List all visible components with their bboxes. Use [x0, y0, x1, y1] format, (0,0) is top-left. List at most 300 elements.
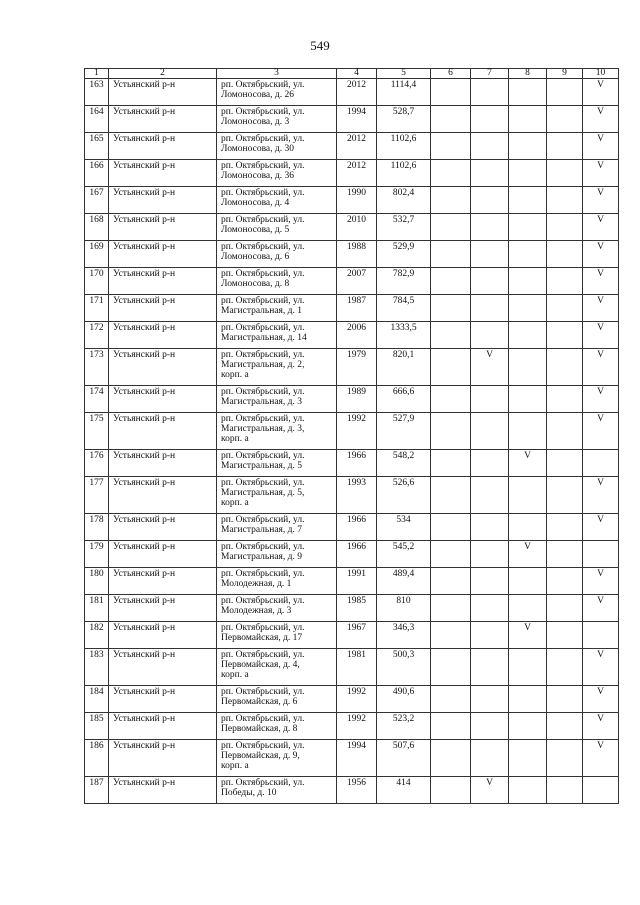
mark-cell-8	[509, 514, 547, 541]
district-cell: Устьянский р-н	[109, 649, 217, 686]
address-line: рп. Октябрьский, ул.	[221, 515, 305, 525]
mark-cell-9	[547, 450, 583, 477]
year-cell: 2006	[337, 322, 377, 349]
row-number: 185	[85, 713, 109, 740]
header-row	[85, 69, 619, 79]
mark-cell-9	[547, 79, 583, 106]
mark-cell-7	[471, 133, 509, 160]
table-row	[85, 268, 619, 295]
year-cell: 1994	[337, 740, 377, 777]
year-cell: 1992	[337, 713, 377, 740]
column-header: 9	[547, 69, 583, 79]
mark-cell-10: V	[583, 133, 619, 160]
mark-cell-10	[583, 622, 619, 649]
mark-cell-6	[431, 214, 471, 241]
housing-table	[84, 68, 619, 804]
address-cell	[217, 595, 337, 622]
address-line: рп. Октябрьский, ул.	[221, 242, 305, 252]
address-line: рп. Октябрьский, ул.	[221, 134, 305, 144]
mark-cell-7	[471, 740, 509, 777]
address-cell	[217, 160, 337, 187]
mark-cell-9	[547, 413, 583, 450]
mark-cell-6	[431, 622, 471, 649]
mark-cell-8: V	[509, 450, 547, 477]
row-number: 167	[85, 187, 109, 214]
year-cell: 1981	[337, 649, 377, 686]
area-cell: 1102,6	[377, 160, 431, 187]
table-row	[85, 386, 619, 413]
address-line: рп. Октябрьский, ул.	[221, 80, 305, 90]
mark-cell-10: V	[583, 713, 619, 740]
year-cell: 1966	[337, 450, 377, 477]
mark-cell-8	[509, 686, 547, 713]
address-cell	[217, 386, 337, 413]
mark-cell-6	[431, 295, 471, 322]
address-line: Ломоносова, д. 8	[221, 279, 290, 289]
mark-cell-9	[547, 595, 583, 622]
column-header: 5	[377, 69, 431, 79]
mark-cell-8	[509, 106, 547, 133]
mark-cell-10	[583, 541, 619, 568]
row-number: 180	[85, 568, 109, 595]
column-header: 7	[471, 69, 509, 79]
area-cell: 414	[377, 777, 431, 804]
area-cell: 529,9	[377, 241, 431, 268]
area-cell: 532,7	[377, 214, 431, 241]
mark-cell-7	[471, 477, 509, 514]
address-line: Магистральная, д. 5,	[221, 488, 305, 498]
mark-cell-9	[547, 477, 583, 514]
row-number: 184	[85, 686, 109, 713]
table-row	[85, 214, 619, 241]
mark-cell-10: V	[583, 187, 619, 214]
area-cell: 802,4	[377, 187, 431, 214]
mark-cell-8	[509, 160, 547, 187]
table-row	[85, 649, 619, 686]
column-header: 2	[109, 69, 217, 79]
row-number: 183	[85, 649, 109, 686]
row-number: 176	[85, 450, 109, 477]
address-line: Первомайская, д. 9,	[221, 751, 300, 761]
mark-cell-10: V	[583, 106, 619, 133]
mark-cell-10: V	[583, 295, 619, 322]
address-line: Ломоносова, д. 36	[221, 171, 294, 181]
table-row	[85, 514, 619, 541]
area-cell: 527,9	[377, 413, 431, 450]
address-line: корп. а	[221, 370, 249, 380]
mark-cell-8	[509, 595, 547, 622]
table-row	[85, 450, 619, 477]
address-line: Магистральная, д. 14	[221, 333, 307, 343]
mark-cell-10	[583, 777, 619, 804]
area-cell: 490,6	[377, 686, 431, 713]
row-number: 186	[85, 740, 109, 777]
district-cell: Устьянский р-н	[109, 133, 217, 160]
mark-cell-7	[471, 187, 509, 214]
district-cell: Устьянский р-н	[109, 386, 217, 413]
address-line: Молодежная, д. 1	[221, 579, 292, 589]
mark-cell-6	[431, 268, 471, 295]
year-cell: 1989	[337, 386, 377, 413]
mark-cell-7	[471, 450, 509, 477]
address-line: рп. Октябрьский, ул.	[221, 687, 305, 697]
district-cell: Устьянский р-н	[109, 622, 217, 649]
address-line: Магистральная, д. 3	[221, 397, 303, 407]
mark-cell-8	[509, 295, 547, 322]
address-line: Магистральная, д. 5	[221, 461, 303, 471]
address-cell	[217, 649, 337, 686]
mark-cell-8	[509, 214, 547, 241]
mark-cell-9	[547, 777, 583, 804]
area-cell: 810	[377, 595, 431, 622]
year-cell: 1988	[337, 241, 377, 268]
address-line: корп. а	[221, 498, 249, 508]
table-row	[85, 740, 619, 777]
address-line: рп. Октябрьский, ул.	[221, 478, 305, 488]
mark-cell-9	[547, 649, 583, 686]
mark-cell-6	[431, 477, 471, 514]
mark-cell-7	[471, 79, 509, 106]
address-cell	[217, 713, 337, 740]
mark-cell-10: V	[583, 268, 619, 295]
district-cell: Устьянский р-н	[109, 187, 217, 214]
table-row	[85, 241, 619, 268]
address-line: рп. Октябрьский, ул.	[221, 215, 305, 225]
address-cell	[217, 133, 337, 160]
district-cell: Устьянский р-н	[109, 413, 217, 450]
year-cell: 1979	[337, 349, 377, 386]
mark-cell-10: V	[583, 386, 619, 413]
mark-cell-6	[431, 450, 471, 477]
table-row	[85, 322, 619, 349]
mark-cell-6	[431, 541, 471, 568]
column-header: 6	[431, 69, 471, 79]
mark-cell-6	[431, 79, 471, 106]
address-line: Магистральная, д. 9	[221, 552, 303, 562]
address-line: Магистральная, д. 3,	[221, 424, 305, 434]
mark-cell-8	[509, 133, 547, 160]
year-cell: 1966	[337, 514, 377, 541]
year-cell: 1992	[337, 413, 377, 450]
address-line: рп. Октябрьский, ул.	[221, 596, 305, 606]
address-line: рп. Октябрьский, ул.	[221, 714, 305, 724]
mark-cell-9	[547, 386, 583, 413]
address-cell	[217, 241, 337, 268]
district-cell: Устьянский р-н	[109, 450, 217, 477]
area-cell: 1102,6	[377, 133, 431, 160]
address-line: рп. Октябрьский, ул.	[221, 296, 305, 306]
table-row	[85, 79, 619, 106]
mark-cell-8: V	[509, 541, 547, 568]
year-cell: 1987	[337, 295, 377, 322]
address-cell	[217, 686, 337, 713]
mark-cell-7	[471, 413, 509, 450]
table-row	[85, 295, 619, 322]
mark-cell-7	[471, 241, 509, 268]
area-cell: 534	[377, 514, 431, 541]
mark-cell-9	[547, 686, 583, 713]
area-cell: 523,2	[377, 713, 431, 740]
mark-cell-6	[431, 514, 471, 541]
table-row	[85, 106, 619, 133]
row-number: 181	[85, 595, 109, 622]
address-cell	[217, 514, 337, 541]
mark-cell-6	[431, 649, 471, 686]
table-row	[85, 622, 619, 649]
mark-cell-10: V	[583, 568, 619, 595]
row-number: 172	[85, 322, 109, 349]
address-line: Магистральная, д. 1	[221, 306, 303, 316]
mark-cell-10: V	[583, 413, 619, 450]
table-body	[85, 79, 619, 804]
mark-cell-7	[471, 322, 509, 349]
address-line: рп. Октябрьский, ул.	[221, 161, 305, 171]
mark-cell-7	[471, 622, 509, 649]
address-cell	[217, 477, 337, 514]
year-cell: 1994	[337, 106, 377, 133]
mark-cell-7	[471, 595, 509, 622]
column-header: 4	[337, 69, 377, 79]
mark-cell-8	[509, 413, 547, 450]
mark-cell-8	[509, 777, 547, 804]
row-number: 174	[85, 386, 109, 413]
district-cell: Устьянский р-н	[109, 514, 217, 541]
table-row	[85, 541, 619, 568]
address-line: Ломоносова, д. 26	[221, 90, 294, 100]
mark-cell-6	[431, 187, 471, 214]
district-cell: Устьянский р-н	[109, 595, 217, 622]
row-number: 166	[85, 160, 109, 187]
address-cell	[217, 187, 337, 214]
address-line: Ломоносова, д. 5	[221, 225, 290, 235]
table-row	[85, 713, 619, 740]
area-cell: 500,3	[377, 649, 431, 686]
row-number: 169	[85, 241, 109, 268]
table-row	[85, 160, 619, 187]
row-number: 170	[85, 268, 109, 295]
address-line: рп. Октябрьский, ул.	[221, 778, 305, 788]
row-number: 182	[85, 622, 109, 649]
address-line: рп. Октябрьский, ул.	[221, 650, 305, 660]
mark-cell-6	[431, 568, 471, 595]
mark-cell-8	[509, 386, 547, 413]
area-cell: 526,6	[377, 477, 431, 514]
address-cell	[217, 413, 337, 450]
mark-cell-10: V	[583, 349, 619, 386]
district-cell: Устьянский р-н	[109, 349, 217, 386]
mark-cell-8	[509, 241, 547, 268]
area-cell: 666,6	[377, 386, 431, 413]
mark-cell-8	[509, 477, 547, 514]
mark-cell-8	[509, 79, 547, 106]
address-line: Ломоносова, д. 4	[221, 198, 290, 208]
year-cell: 1967	[337, 622, 377, 649]
address-cell	[217, 214, 337, 241]
mark-cell-6	[431, 322, 471, 349]
mark-cell-7	[471, 649, 509, 686]
address-line: рп. Октябрьский, ул.	[221, 269, 305, 279]
mark-cell-9	[547, 349, 583, 386]
address-line: рп. Октябрьский, ул.	[221, 350, 305, 360]
row-number: 179	[85, 541, 109, 568]
mark-cell-8	[509, 349, 547, 386]
row-number: 171	[85, 295, 109, 322]
mark-cell-7	[471, 160, 509, 187]
row-number: 178	[85, 514, 109, 541]
mark-cell-10: V	[583, 740, 619, 777]
address-line: Ломоносова, д. 3	[221, 117, 290, 127]
mark-cell-6	[431, 413, 471, 450]
mark-cell-10: V	[583, 322, 619, 349]
address-cell	[217, 740, 337, 777]
mark-cell-8	[509, 568, 547, 595]
mark-cell-6	[431, 349, 471, 386]
row-number: 187	[85, 777, 109, 804]
address-line: Ломоносова, д. 6	[221, 252, 290, 262]
mark-cell-9	[547, 622, 583, 649]
year-cell: 1990	[337, 187, 377, 214]
year-cell: 1985	[337, 595, 377, 622]
mark-cell-6	[431, 160, 471, 187]
address-line: корп. а	[221, 434, 249, 444]
area-cell: 489,4	[377, 568, 431, 595]
row-number: 164	[85, 106, 109, 133]
district-cell: Устьянский р-н	[109, 106, 217, 133]
address-cell	[217, 268, 337, 295]
address-line: Молодежная, д. 3	[221, 606, 292, 616]
address-line: Первомайская, д. 8	[221, 724, 298, 734]
address-line: Магистральная, д. 7	[221, 525, 303, 535]
address-cell	[217, 450, 337, 477]
address-line: рп. Октябрьский, ул.	[221, 569, 305, 579]
mark-cell-9	[547, 187, 583, 214]
area-cell: 507,6	[377, 740, 431, 777]
district-cell: Устьянский р-н	[109, 160, 217, 187]
mark-cell-9	[547, 713, 583, 740]
mark-cell-10: V	[583, 514, 619, 541]
address-line: Ломоносова, д. 30	[221, 144, 294, 154]
mark-cell-6	[431, 133, 471, 160]
address-line: рп. Октябрьский, ул.	[221, 542, 305, 552]
mark-cell-7: V	[471, 777, 509, 804]
column-header: 1	[85, 69, 109, 79]
mark-cell-7	[471, 268, 509, 295]
mark-cell-9	[547, 160, 583, 187]
area-cell: 820,1	[377, 349, 431, 386]
year-cell: 1991	[337, 568, 377, 595]
row-number: 177	[85, 477, 109, 514]
mark-cell-10: V	[583, 241, 619, 268]
mark-cell-10: V	[583, 595, 619, 622]
mark-cell-9	[547, 133, 583, 160]
area-cell: 548,2	[377, 450, 431, 477]
year-cell: 2012	[337, 133, 377, 160]
mark-cell-7	[471, 541, 509, 568]
mark-cell-8	[509, 187, 547, 214]
column-header: 10	[583, 69, 619, 79]
mark-cell-9	[547, 268, 583, 295]
mark-cell-8: V	[509, 622, 547, 649]
address-line: рп. Октябрьский, ул.	[221, 741, 305, 751]
district-cell: Устьянский р-н	[109, 322, 217, 349]
table-row	[85, 595, 619, 622]
year-cell: 2010	[337, 214, 377, 241]
district-cell: Устьянский р-н	[109, 295, 217, 322]
address-line: рп. Октябрьский, ул.	[221, 107, 305, 117]
area-cell: 1114,4	[377, 79, 431, 106]
mark-cell-9	[547, 541, 583, 568]
mark-cell-8	[509, 649, 547, 686]
area-cell: 346,3	[377, 622, 431, 649]
year-cell: 1993	[337, 477, 377, 514]
area-cell: 545,2	[377, 541, 431, 568]
address-line: рп. Октябрьский, ул.	[221, 188, 305, 198]
mark-cell-7	[471, 686, 509, 713]
mark-cell-7	[471, 386, 509, 413]
column-header: 8	[509, 69, 547, 79]
mark-cell-8	[509, 268, 547, 295]
year-cell: 2012	[337, 160, 377, 187]
mark-cell-8	[509, 740, 547, 777]
address-cell	[217, 541, 337, 568]
address-cell	[217, 349, 337, 386]
table-row	[85, 187, 619, 214]
mark-cell-7	[471, 514, 509, 541]
mark-cell-7	[471, 568, 509, 595]
table-row	[85, 349, 619, 386]
address-line: Первомайская, д. 17	[221, 633, 303, 643]
row-number: 168	[85, 214, 109, 241]
mark-cell-9	[547, 568, 583, 595]
table-row	[85, 686, 619, 713]
district-cell: Устьянский р-н	[109, 686, 217, 713]
table-row	[85, 777, 619, 804]
address-cell	[217, 79, 337, 106]
address-line: Магистральная, д. 2,	[221, 360, 305, 370]
area-cell: 782,9	[377, 268, 431, 295]
address-line: рп. Октябрьский, ул.	[221, 323, 305, 333]
mark-cell-10: V	[583, 160, 619, 187]
area-cell: 1333,5	[377, 322, 431, 349]
year-cell: 1992	[337, 686, 377, 713]
mark-cell-10: V	[583, 79, 619, 106]
district-cell: Устьянский р-н	[109, 79, 217, 106]
mark-cell-10: V	[583, 214, 619, 241]
address-cell	[217, 568, 337, 595]
area-cell: 528,7	[377, 106, 431, 133]
address-line: Первомайская, д. 6	[221, 697, 298, 707]
row-number: 175	[85, 413, 109, 450]
mark-cell-10: V	[583, 477, 619, 514]
mark-cell-6	[431, 386, 471, 413]
address-cell	[217, 106, 337, 133]
mark-cell-10: V	[583, 649, 619, 686]
address-line: Первомайская, д. 4,	[221, 660, 300, 670]
district-cell: Устьянский р-н	[109, 541, 217, 568]
year-cell: 1956	[337, 777, 377, 804]
mark-cell-9	[547, 740, 583, 777]
mark-cell-7	[471, 106, 509, 133]
page-number: 549	[310, 38, 330, 53]
mark-cell-6	[431, 713, 471, 740]
row-number: 163	[85, 79, 109, 106]
year-cell: 1966	[337, 541, 377, 568]
address-cell	[217, 622, 337, 649]
mark-cell-8	[509, 713, 547, 740]
mark-cell-9	[547, 322, 583, 349]
district-cell: Устьянский р-н	[109, 713, 217, 740]
row-number: 165	[85, 133, 109, 160]
